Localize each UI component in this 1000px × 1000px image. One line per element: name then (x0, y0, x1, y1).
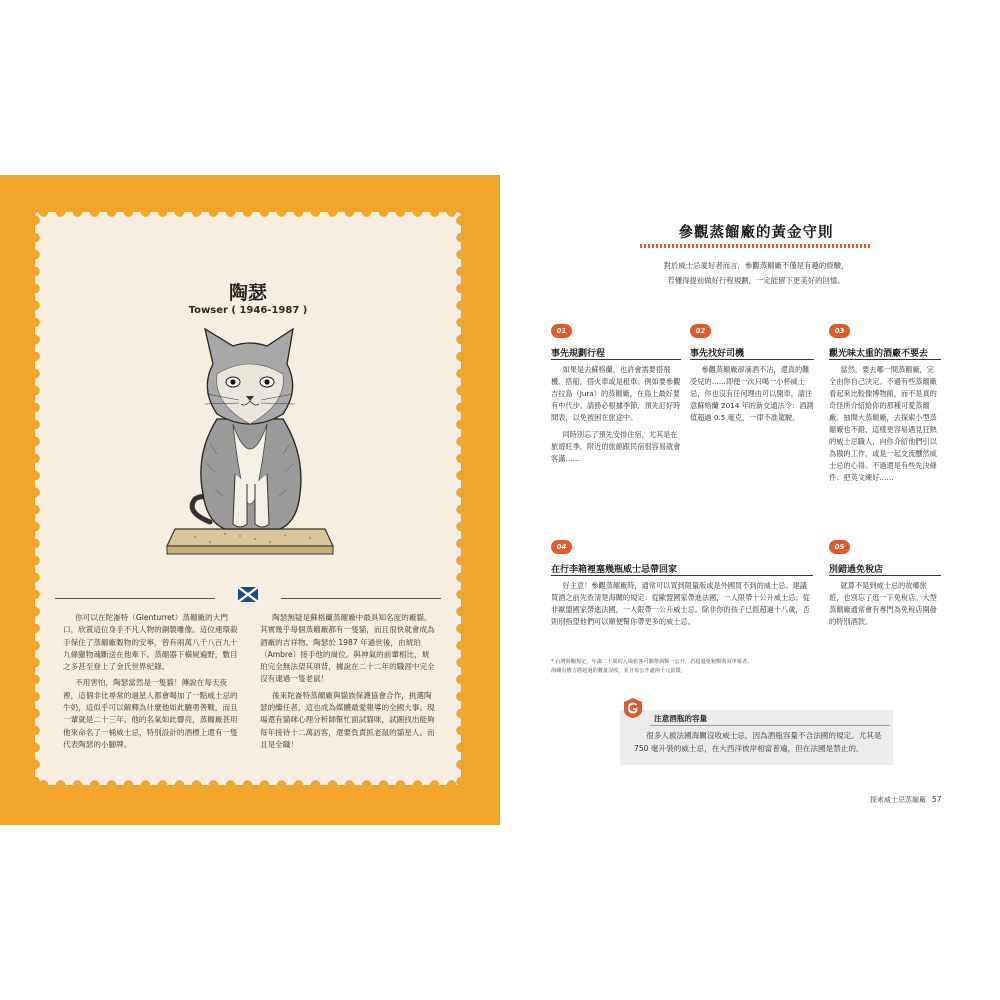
left-page-panel (0, 175, 500, 825)
cat-name-subtitle: Towser ( 1946-1987 ) (188, 305, 308, 316)
page-number: 57 (932, 795, 942, 804)
folio-label: 探索威士忌蒸餾廠 (870, 796, 926, 804)
story-paragraph: 陶瑟無疑是蘇格蘭蒸餾廠中最具知名度的廠貓。其實幾乎每個蒸餾廠都有一隻貓，而且很快就會成為酒廠的吉祥物。陶瑟於 1987 年過世後，由琥珀（Ambre）接手他的崗位。與神氣的前輩相比，琥珀完全無法望其項背，據說在二十二年的職涯中完全沒有逮過一隻老鼠！ (260, 613, 435, 684)
page-folio (870, 795, 942, 805)
rules-intro: 對於威士忌愛好者而言，參觀蒸餾廠不僅是有趣的經驗， 若懂得提前做好行程規劃，一定能留下更美好的回憶。 (663, 261, 849, 285)
story-paragraph: 你可以在陀崙特（Glenturret）蒸餾廠的大門口，欣賞這位身手不凡人物的銅製雕像。這位連環殺手保住了蒸餾廠穀物的安寧，曾有兩萬八千八百九十九條獵物魂斷送在他牽下。蒸餾器下橫屍遍野，數目之多甚至登上了金氏世界紀錄。 (63, 613, 238, 672)
rule-heading: 觀光味太重的酒廠不要去 (829, 349, 929, 359)
rule-number-badge: 02 (690, 324, 711, 338)
rule-number-badge: 01 (551, 324, 572, 338)
title-underline (640, 244, 872, 248)
rule-heading: 別錯過免稅店 (829, 565, 884, 575)
rule-text: 好主意！參觀蒸餾廠時，通常可以買到限量版或是外國買不到的威士忌。建議買酒之前先查清楚海關的規定：從歐盟國家帶進法國，一人限帶十公升威士忌；從非歐盟國家帶進法國，一人限帶一公升威士忌。除非你的孩子已經超過十八歲，否則別指望他們可以順便幫你帶更多的威士忌。 (551, 581, 810, 626)
stamp-card (35, 212, 461, 785)
rule-text: 當然，要去哪一間蒸餾廠，完全由你自己決定。不過有些蒸餾廠看起來比較像博物館，而不是真的奇怪所介紹給你的那種可愛蒸餾廠。抽間大蒸餾廠，去探索小型蒸餾廠也不錯，這樣更容易遇見狂熱的威士忌職人，向你介紹他們引以為傲的工作，或是一起交流醺然威士忌的心得。不過還是有些先決條件：把英文練好…… (829, 365, 937, 482)
note-divider (650, 725, 890, 726)
note-title: 注意酒瓶的容量 (654, 714, 708, 723)
rule-number-badge: 05 (829, 540, 850, 554)
rule-text: 如果是去蘇格蘭，也許會需要搭飛機、搭船，搭火車或是租車。例如要參觀吉拉島（Jura）的蒸餾廠，在島上最好要有中代步。請務必根據季節，預先訂好時間表，以免被困在旅途中。 同時別忘了預先安排住宿，尤其是在旅遊旺季，附近的旅館跟民宿很容易就會客滿…… (551, 365, 681, 463)
customs-footnote: * 台灣海關規定，年滿二十歲的入境旅客可攜帶酒類一公升，若超過免稅額則須申報者。 海關有權力將超過的數量沒收，並且每公升處兩千元罰鍰。 (551, 659, 753, 674)
g-badge-icon (622, 697, 644, 719)
rule-heading: 在行李箱裡塞幾瓶威士忌帶回家 (551, 565, 678, 575)
rule-heading: 事先找好司機 (690, 349, 745, 359)
rule-number-badge: 03 (829, 324, 850, 338)
cat-illustration (155, 324, 345, 579)
story-paragraph: 後來陀崙特蒸餾廠與貓族保護協會合作，挑選陶瑟的繼任者，這也成為媒體最愛報導的全國大事。現場還有貓咪心理分析師幫忙面試貓咪，試圖找出能夠每年接待十二萬訪客，還要負責抓老鼠的貓星人。而且是全職！ (260, 690, 435, 749)
rule-heading: 事先規劃行程 (551, 349, 606, 359)
rule-number-badge: 04 (551, 540, 572, 554)
story-column-1 (63, 612, 238, 755)
rules-title: 參觀蒸餾廠的黃金守則 (678, 225, 834, 241)
rule-text: 就算不是到威士忌的故鄉旅遊，也別忘了逛一下免稅店。大型蒸餾廠通常會有專門為免稅店開發的特別酒款。 (829, 581, 937, 626)
note-text: 很多人被法國海關沒收威士忌，因為酒瓶容量不合法國的規定。尤其是 750 毫升裝的威士忌，在大西洋彼岸相當普遍，但在法國是禁止的。 (634, 731, 882, 753)
rule-text: 參觀蒸餾廠卻滴酒不沾，還真的難受兒的……即便一次只喝一小杯威士忌，你也沒有任何理由可以開車。請注意蘇格蘭 2014 年的新交通法令：酒測值超過 0.5 毫克，一律不准駕駛。 (690, 365, 814, 422)
story-column-2 (260, 612, 435, 755)
cat-name-title: 陶瑟 (228, 282, 267, 304)
story-paragraph: 不用害怕，陶瑟當然是一隻貓！傳說在每天夜裡，這個非比尋常的過星人都會喝加了一點威士忌的牛奶，這似乎可以解釋為什麼他如此驍勇善戰，而且一輩就是二十三年。他的名氣如此響亮，蒸餾廠甚用他來命名了一桶威士忌，特別設計的酒標上還有一隻代表陶瑟的小腳牌。 (63, 678, 238, 749)
scotland-flag-icon (238, 587, 258, 602)
